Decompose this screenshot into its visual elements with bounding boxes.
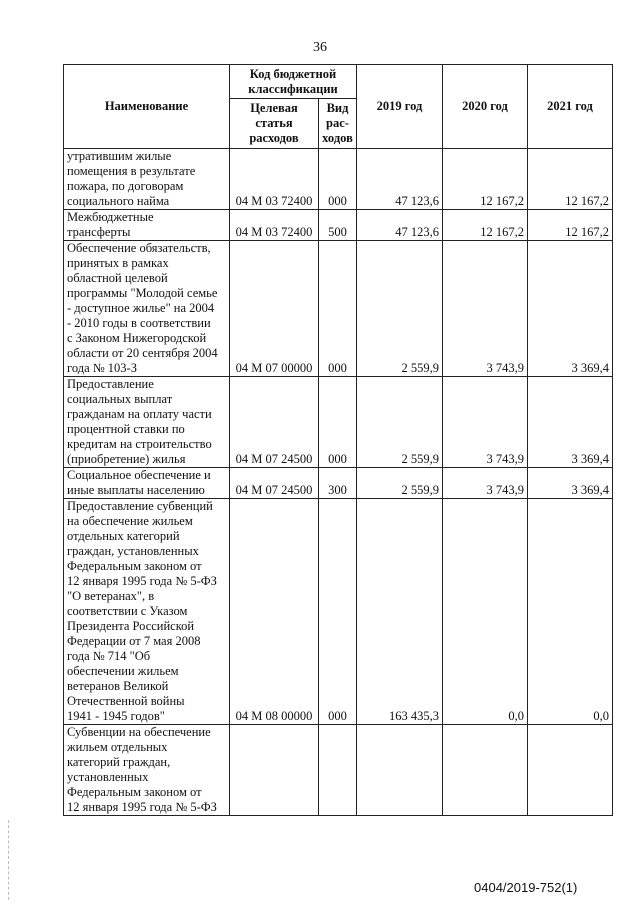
row-2021: 12 167,2: [528, 149, 613, 210]
row-code: 04 М 08 00000: [230, 499, 319, 725]
row-name: Субвенции на обеспечение жильем отдельных категорий граждан, установленных Федеральным законом от 12 января 1995 года № 5-ФЗ: [64, 725, 230, 816]
table-row: [64, 499, 613, 725]
row-type: 000: [319, 149, 357, 210]
row-2019: 2 559,9: [357, 241, 443, 377]
row-code: 04 М 07 24500: [230, 377, 319, 468]
row-2021: [528, 725, 613, 816]
row-type: 000: [319, 499, 357, 725]
table-row: [64, 468, 613, 499]
table-row: [64, 241, 613, 377]
row-2021: 3 369,4: [528, 241, 613, 377]
row-2020: 12 167,2: [443, 210, 528, 241]
row-2019: 47 123,6: [357, 149, 443, 210]
row-type: 000: [319, 241, 357, 377]
header-2020: 2020 год: [443, 65, 528, 149]
row-2021: 3 369,4: [528, 468, 613, 499]
table-body: [64, 149, 613, 816]
row-type: 500: [319, 210, 357, 241]
row-code: 04 М 07 24500: [230, 468, 319, 499]
row-type: 000: [319, 377, 357, 468]
header-type: Вид рас-ходов: [319, 99, 357, 149]
row-2021: 0,0: [528, 499, 613, 725]
row-2019: 47 123,6: [357, 210, 443, 241]
budget-table: [63, 64, 613, 816]
row-code: 04 М 03 72400: [230, 210, 319, 241]
header-2019: 2019 год: [357, 65, 443, 149]
table-row: [64, 210, 613, 241]
row-type: [319, 725, 357, 816]
row-2020: 12 167,2: [443, 149, 528, 210]
row-name: утратившим жилые помещения в результате пожара, по договорам социального найма: [64, 149, 230, 210]
row-code: 04 М 07 00000: [230, 241, 319, 377]
row-name: Обеспечение обязательств, принятых в рамках областной целевой программы "Молодой семье - доступное жилье" на 2004 - 2010 годы в соответствии с Законом Нижегородской области от 20 сентября 2004 года № 103-З: [64, 241, 230, 377]
row-2019: 163 435,3: [357, 499, 443, 725]
row-2019: 2 559,9: [357, 377, 443, 468]
row-2020: 3 743,9: [443, 468, 528, 499]
row-2020: 3 743,9: [443, 241, 528, 377]
row-name: Межбюджетные трансферты: [64, 210, 230, 241]
header-code-group: Код бюджетной классификации: [230, 65, 357, 99]
row-code: 04 М 03 72400: [230, 149, 319, 210]
scan-edge-marks: [8, 820, 11, 900]
row-2020: 0,0: [443, 499, 528, 725]
row-2021: 12 167,2: [528, 210, 613, 241]
document-code: 0404/2019-752(1): [474, 880, 578, 895]
table-row: [64, 149, 613, 210]
row-2019: 2 559,9: [357, 468, 443, 499]
table-row: [64, 725, 613, 816]
header-target: Целевая статья расходов: [230, 99, 319, 149]
page-number: 36: [313, 40, 327, 55]
table-header: [64, 65, 613, 149]
row-type: 300: [319, 468, 357, 499]
row-name: Предоставление субвенций на обеспечение жильем отдельных категорий граждан, установленных Федеральным законом от 12 января 1995 года № 5-ФЗ "О ветеранах", в соответствии с Указом Президента Российской Федерации от 7 мая 2008 года № 714 "Об обеспечении жильем ветеранов Великой Отечественной войны 1941 - 1945 годов": [64, 499, 230, 725]
row-2020: 3 743,9: [443, 377, 528, 468]
row-name: Социальное обеспечение и иные выплаты населению: [64, 468, 230, 499]
row-2020: [443, 725, 528, 816]
header-name: Наименование: [64, 65, 230, 149]
row-name: Предоставление социальных выплат гражданам на оплату части процентной ставки по кредитам на строительство (приобретение) жилья: [64, 377, 230, 468]
table-row: [64, 377, 613, 468]
row-2019: [357, 725, 443, 816]
row-code: [230, 725, 319, 816]
header-2021: 2021 год: [528, 65, 613, 149]
row-2021: 3 369,4: [528, 377, 613, 468]
